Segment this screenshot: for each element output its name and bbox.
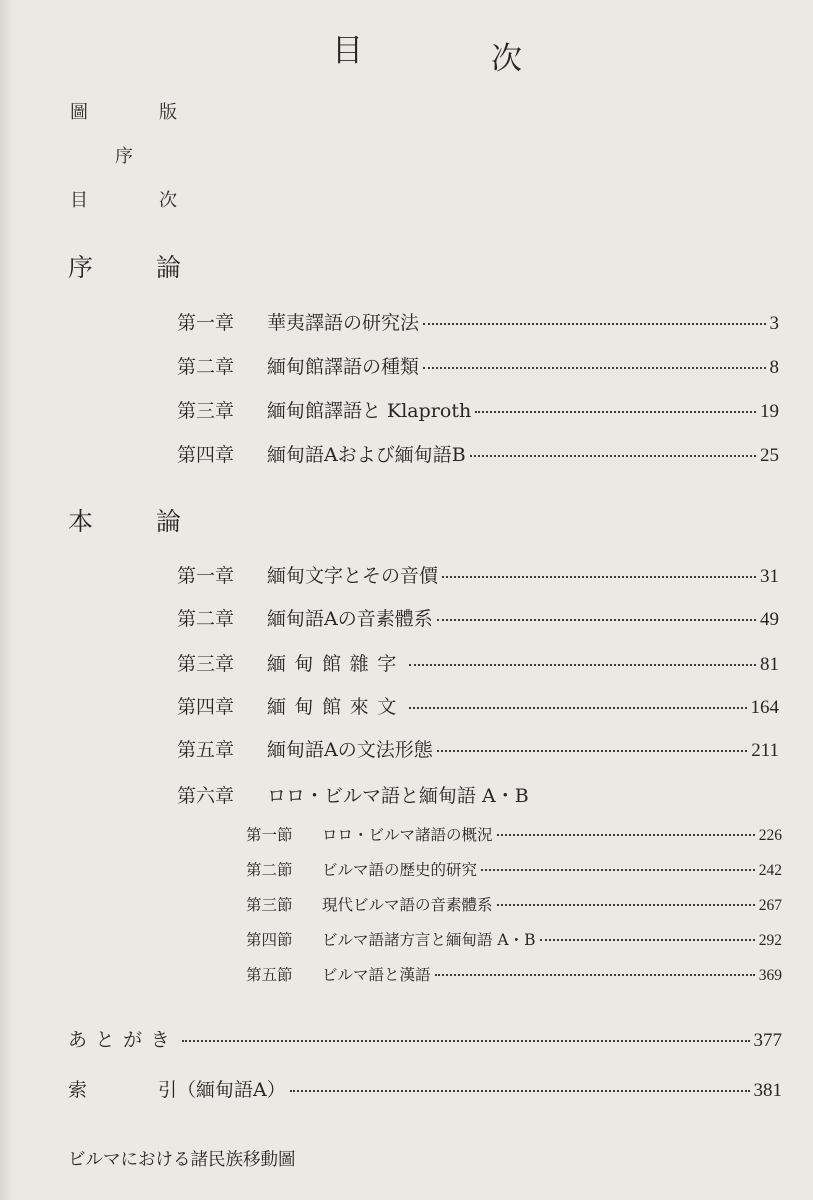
dot-leader [437, 750, 747, 752]
section-label: 第四節 [246, 931, 293, 949]
section-label: 第一節 [246, 826, 293, 844]
page-number: 81 [760, 654, 779, 675]
toc-section-entry [246, 898, 782, 914]
toc-entry-afterword [68, 1031, 782, 1050]
chapter-title: 緬甸語Aの音素體系 [267, 608, 433, 630]
front-matter-contents-char-1: 目 [70, 190, 88, 211]
page-title-char-1: 目 [332, 33, 363, 69]
chapter-title: 緬甸館譯語の種類 [267, 356, 420, 378]
main-body-heading-char-1: 本 [68, 507, 94, 536]
dot-leader [470, 455, 756, 457]
map-entry: ビルマにおける諸民族移動圖 [68, 1150, 296, 1170]
dot-leader [409, 707, 747, 709]
chapter-title: 緬甸館譯語と Klaproth [267, 400, 472, 422]
chapter-title: 緬甸館雜字 [267, 653, 405, 675]
toc-entry-index [68, 1081, 782, 1100]
front-matter-preface: 序 [115, 146, 133, 167]
page-number: 377 [753, 1030, 782, 1051]
page-number: 369 [758, 967, 782, 984]
afterword-title: あとがき [68, 1029, 179, 1051]
dot-leader [481, 869, 755, 871]
main-body-heading-char-2: 論 [156, 507, 182, 536]
toc-entry [177, 314, 779, 333]
chapter-label: 第五章 [177, 739, 235, 761]
page-number: 19 [760, 401, 779, 422]
section-title: ビルマ語の歴史的研究 [322, 861, 478, 879]
section-title: ロロ・ビルマ諸語の概況 [322, 826, 493, 844]
chapter-label: 第四章 [177, 444, 235, 466]
index-title-char: 索 [68, 1079, 88, 1101]
chapter-label: 第二章 [177, 356, 235, 378]
dot-leader [182, 1040, 749, 1042]
toc-entry [177, 358, 779, 377]
page-number: 3 [769, 313, 779, 334]
section-label: 第二節 [246, 861, 293, 879]
front-matter-plates-char-1: 圖 [70, 102, 88, 123]
dot-leader [435, 974, 755, 976]
toc-section-entry [246, 828, 782, 844]
introduction-heading-char-2: 論 [156, 253, 182, 282]
dot-leader [540, 939, 755, 941]
section-label: 第三節 [246, 896, 293, 914]
chapter-label: 第三章 [177, 400, 235, 422]
chapter-title: 華夷譯語の研究法 [267, 312, 420, 334]
chapter-label: 第二章 [177, 608, 235, 630]
chapter-title: 緬甸語Aおよび緬甸語B [267, 444, 466, 466]
page-number: 226 [758, 827, 782, 844]
page-number: 31 [760, 566, 779, 587]
page-number: 8 [769, 357, 779, 378]
dot-leader [442, 576, 756, 578]
chapter-title: 緬甸文字とその音價 [267, 565, 439, 587]
toc-section-entry [246, 863, 782, 879]
index-title: 引（緬甸語A） [158, 1079, 286, 1101]
chapter-title: ロロ・ビルマ語と緬甸語 A・B [267, 785, 529, 807]
toc-entry [177, 610, 779, 629]
toc-entry [177, 698, 779, 717]
chapter-label: 第四章 [177, 696, 235, 718]
page-number: 292 [758, 932, 782, 949]
toc-entry [177, 787, 779, 806]
dot-leader [497, 834, 755, 836]
chapter-title: 緬甸語Aの文法形態 [267, 739, 433, 761]
section-title: ビルマ語と漢語 [322, 966, 431, 984]
dot-leader [497, 904, 755, 906]
page-number: 49 [760, 609, 779, 630]
toc-entry [177, 741, 779, 760]
dot-leader [423, 323, 765, 325]
section-title: 現代ビルマ語の音素體系 [322, 896, 493, 914]
page-number: 25 [760, 445, 779, 466]
page-number: 164 [750, 697, 779, 718]
chapter-title: 緬甸館來文 [267, 696, 405, 718]
toc-section-entry [246, 968, 782, 984]
chapter-label: 第六章 [177, 785, 235, 807]
toc-entry [177, 567, 779, 586]
page-number: 381 [753, 1080, 782, 1101]
page-title-char-2: 次 [491, 41, 522, 77]
chapter-label: 第一章 [177, 565, 235, 587]
toc-entry [177, 446, 779, 465]
dot-leader [475, 411, 756, 413]
front-matter-contents-char-2: 次 [159, 190, 177, 211]
chapter-label: 第三章 [177, 653, 235, 675]
section-title: ビルマ語諸方言と緬甸語 A・B [322, 931, 536, 949]
toc-entry [177, 655, 779, 674]
toc-entry [177, 402, 779, 421]
introduction-heading-char-1: 序 [68, 253, 94, 282]
dot-leader [437, 619, 756, 621]
page-number: 211 [751, 740, 779, 761]
page-number: 242 [758, 862, 782, 879]
toc-section-entry [246, 933, 782, 949]
section-label: 第五節 [246, 966, 293, 984]
dot-leader [409, 664, 756, 666]
page-number: 267 [758, 897, 782, 914]
front-matter-plates-char-2: 版 [159, 102, 177, 123]
dot-leader [290, 1090, 750, 1092]
dot-leader [423, 367, 765, 369]
chapter-label: 第一章 [177, 312, 235, 334]
